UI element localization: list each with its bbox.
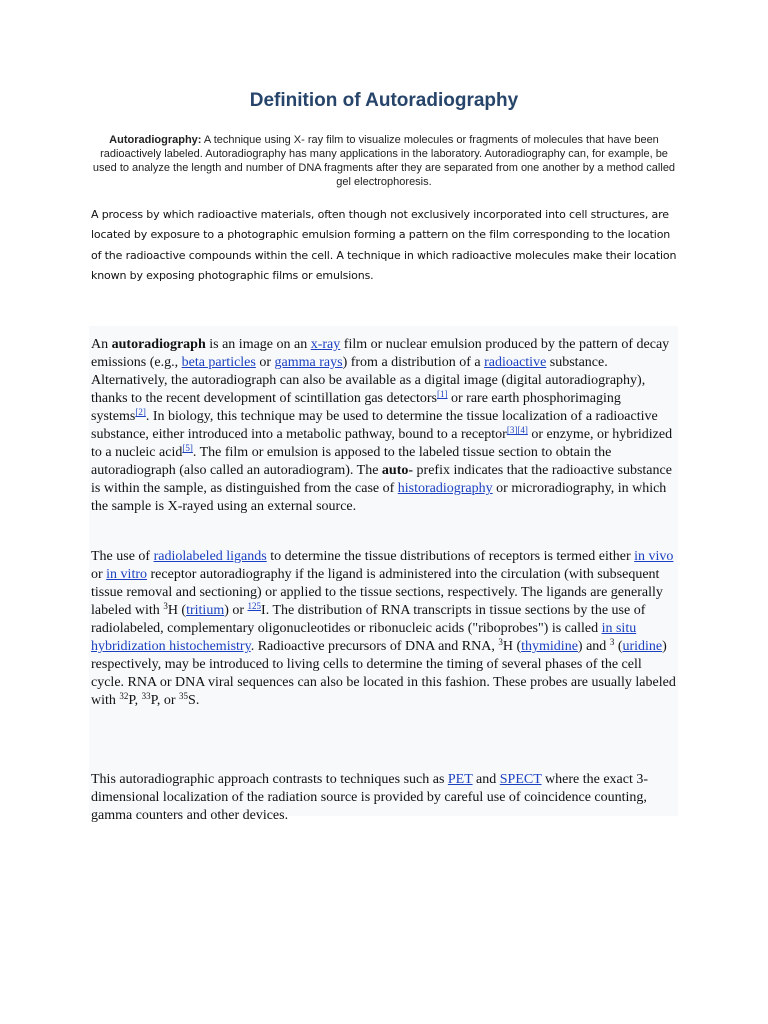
- text: P,: [128, 693, 142, 709]
- link-radiolabeled-ligands[interactable]: radiolabeled ligands: [153, 549, 267, 564]
- text: I. The distribution of RNA transcripts in tissue sections by the use of radiolabeled, complementary oligonucleotides or ribonucleic acids ("riboprobes") is called: [91, 603, 646, 637]
- text: or: [255, 355, 275, 371]
- superscript: 3: [498, 637, 503, 648]
- link-spect[interactable]: SPECT: [499, 772, 542, 787]
- link-in-vitro[interactable]: in vitro: [106, 567, 148, 583]
- reference-link-2[interactable]: [2]: [135, 407, 146, 418]
- link-in-vivo[interactable]: in vivo: [634, 549, 674, 564]
- text: prefix indicates that the radioactive substance is within the sample, as distinguished from the case of: [91, 463, 672, 497]
- text: ) or: [224, 603, 248, 619]
- term-auto-prefix: auto-: [381, 463, 414, 479]
- text: film or nuclear emulsion produced by the pattern of decay emissions (e.g.,: [91, 337, 670, 371]
- intro-term: Autoradiography:: [109, 134, 202, 146]
- text: (: [614, 639, 623, 655]
- text: substance. Alternatively, the autoradiograph can also be available as a digital image (digital autoradiography), thanks to the recent development of scintillation gas detectors: [91, 355, 646, 407]
- link-in-situ-hybridization-histochemistry[interactable]: in situ hybridization histochemistry: [91, 621, 637, 655]
- page-title: Definition of Autoradiography: [249, 90, 519, 111]
- text: P, or: [150, 693, 180, 709]
- link-pet[interactable]: PET: [447, 772, 473, 787]
- link-uridine[interactable]: uridine: [622, 639, 663, 655]
- text: An: [91, 337, 112, 352]
- link-x-ray[interactable]: x-ray: [310, 337, 341, 352]
- text: receptor autoradiography if the ligand is administered into the circulation (with subsequent tissue removal and sectioning) or applied to the tissue sections, respectively. The ligands are generally labeled with: [91, 567, 663, 619]
- text: or rare earth phosphorimaging systems: [91, 391, 621, 425]
- text: . The film or emulsion is apposed to the labeled tissue section to obtain the autoradiograph (also called an autoradiogram). The: [91, 445, 612, 479]
- link-thymidine[interactable]: thymidine: [521, 639, 578, 655]
- link-beta-particles[interactable]: beta particles: [181, 355, 256, 371]
- text: H (: [167, 603, 187, 619]
- text: . In biology, this technique may be used to determine the tissue localization of a radioactive substance, either introduced into a metabolic pathway, bound to a receptor: [91, 409, 658, 443]
- text: ) respectively, may be introduced to living cells to determine the timing of several phases of the cell cycle. RNA or DNA viral sequences can also be located in this fashion. These probes are usually labeled with: [91, 639, 676, 709]
- paragraph-autoradiograph: [91, 336, 677, 516]
- reference-link-4[interactable]: [4]: [517, 425, 528, 436]
- text: to determine the tissue distributions of receptors is termed either: [266, 549, 635, 564]
- link-tritium[interactable]: tritium: [186, 603, 225, 619]
- intro-paragraph: [88, 133, 680, 189]
- paragraph-pet-spect: [91, 771, 677, 825]
- text: H (: [502, 639, 522, 655]
- superscript: 32: [119, 691, 129, 702]
- link-iodine-125[interactable]: 125: [247, 601, 262, 612]
- text: . Radioactive precursors of DNA and RNA,: [250, 639, 499, 655]
- definition-paragraph: A process by which radioactive materials, often though not exclusively incorporated into cell structures, are located by exposure to a photographic emulsion forming a pattern on the film corresponding to the location of the radioactive compounds within the cell. A technique in which radioactive molecules make their location known by exposing photographic films or emulsions.: [91, 208, 677, 283]
- superscript: 3: [163, 601, 168, 612]
- term-autoradiograph: autoradiograph: [111, 337, 206, 352]
- reference-link-5[interactable]: [5]: [182, 443, 193, 454]
- paragraph-receptor-autoradiography: [91, 548, 677, 710]
- text: and: [472, 772, 500, 787]
- text: where the exact 3-dimensional localization of the radiation source is provided by careful use of coincidence counting, gamma counters and other devices.: [91, 772, 649, 824]
- text: is an image on an: [205, 337, 311, 352]
- superscript: 35: [179, 691, 189, 702]
- article-section: [89, 326, 678, 824]
- text: or: [91, 567, 107, 583]
- text: S.: [188, 693, 200, 709]
- link-radioactive[interactable]: radioactive: [484, 355, 547, 371]
- intro-text: A technique using X- ray film to visualize molecules or fragments of molecules that have been radioactively labeled. Autoradiography has many applications in the laboratory. Autoradiography can, for example, be used to analyze the length and number of DNA fragments after they are separated from one another by a method called gel electrophoresis.: [92, 134, 676, 188]
- text: or microradiography, in which the sample is X-rayed using an external source.: [91, 481, 667, 515]
- reference-link-3[interactable]: [3]: [506, 425, 518, 436]
- text: ) and: [577, 639, 610, 655]
- link-historadiography[interactable]: historadiography: [397, 481, 493, 497]
- reference-link-1[interactable]: [1]: [437, 389, 448, 400]
- superscript: 33: [141, 691, 151, 702]
- text: ) from a distribution of a: [342, 355, 485, 371]
- text: or enzyme, or hybridized to a nucleic acid: [91, 427, 673, 461]
- text: The use of: [91, 549, 154, 564]
- link-gamma-rays[interactable]: gamma rays: [274, 355, 343, 371]
- superscript: 3: [609, 637, 615, 648]
- text: This autoradiographic approach contrasts to techniques such as: [91, 772, 448, 787]
